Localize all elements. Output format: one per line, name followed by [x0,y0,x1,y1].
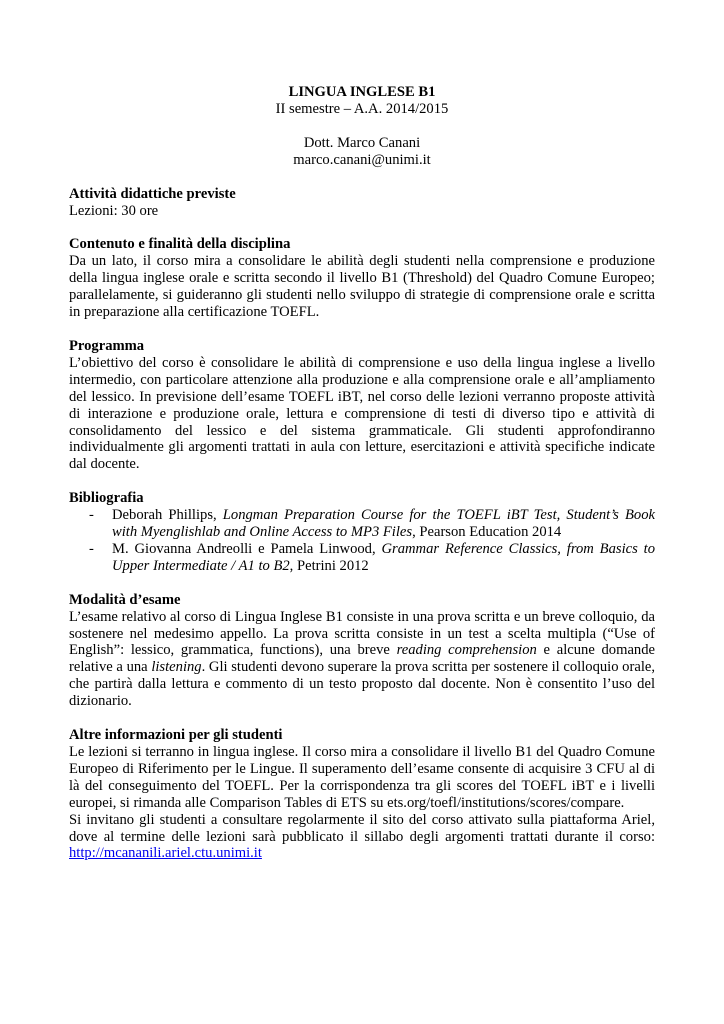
modalita-text-part: . Gli studenti devono superare la prova scritta per sostenere il colloquio orale, che partirà dalla lettura e commento di un testo proposto dal docente. Non è consentito l’uso del dizionario. [69,659,655,710]
attivita-heading: Attività didattiche previste [69,185,236,202]
bibliography-item [69,507,655,541]
modalita-text-part: L’esame relativo al corso di Lingua Inglese B1 consiste in una prova scritta e un breve colloquio, da sostenere nel medesimo appello. La prova scritta consiste in un test a scelta multipla (“Use of English”: lessico, grammatica, functions), una breve [69,608,655,659]
modalita-text [69,609,655,710]
altre-text-1: Le lezioni si terranno in lingua inglese. Il corso mira a consolidare il livello B1 del Quadro Comune Europeo di Riferimento per le Lingue. Il superamento dell’esame consente di acquisire 3 CFU al di là del conseguimento del TOEFL. Per la corrispondenza tra gli scores del TOEFL iBT e i livelli europei, si rimanda alle Comparison Tables di ETS su ets.org/toefl/institutions/scores/compare. [69,744,655,811]
modalita-text-part: e alcune domande relative a una [69,642,656,676]
bibliography-list [69,507,655,575]
contenuto-text: Da un lato, il corso mira a consolidare le abilità degli studenti nella comprensione e produzione della lingua inglese orale e scritta secondo il livello B1 (Threshold) del Quadro Comune Europeo; parallelamente, si guideranno gli studenti nello sviluppo di strategie di comprensione orale e scritta in preparazione alla certificazione TOEFL. [69,253,655,321]
list-dash: - [89,507,94,524]
attivita-text: Lezioni: 30 ore [69,202,159,219]
bibliography-item [69,541,655,575]
bib-publisher: , Petrini 2012 [289,557,369,574]
programma-heading: Programma [69,337,145,354]
modalita-emphasis: listening [151,659,202,676]
bib-title: Longman Preparation Course for the TOEFL iBT Test, Student’s Book with Myenglishlab and Online Access to MP3 Files [112,507,655,541]
teacher-name: Dott. Marco Canani [303,134,421,151]
bib-author: Deborah Phillips, [112,507,223,524]
bib-publisher: , Pearson Education 2014 [412,524,562,541]
altre-text-part: Si invitano gli studenti a consultare regolarmente il sito del corso attivato sulla piattaforma Ariel, dove al termine delle lezioni sarà pubblicato il sillabo degli argomenti trattati durante il corso: [69,811,655,845]
altre-text-2 [69,812,655,863]
contenuto-heading: Contenuto e finalità della disciplina [69,236,291,253]
programma-text: L’obiettivo del corso è consolidare le abilità di comprensione e uso della lingua inglese a livello intermedio, con particolare attenzione alla produzione e alla comprensione orale e all’ampliamento del lessico. In previsione dell’esame TOEFL iBT, nel corso delle lezioni verranno proposte attività di interazione e produzione orale, lettura e comprensione di testi di diverso tipo e attività di consolidamento del lessico e del sistema grammaticale. Gli studenti approfondiranno individualmente gli argomenti trattati in aula con letture, esercitazioni e attività specifiche indicate dal docente. [69,354,655,473]
modalita-heading: Modalità d’esame [69,591,181,608]
teacher-email: marco.canani@unimi.it [293,151,431,168]
bib-author: M. Giovanna Andreolli e Pamela Linwood, [112,540,382,557]
list-dash: - [89,540,94,557]
bib-title: Grammar Reference Classics, from Basics to Upper Intermediate / A1 to B2 [112,540,656,574]
bibliografia-heading: Bibliografia [69,490,144,507]
semester: II semestre – A.A. 2014/2015 [275,100,449,117]
course-title: LINGUA INGLESE B1 [288,84,436,100]
altre-heading: Altre informazioni per gli studenti [69,727,283,744]
modalita-emphasis: reading comprehension [396,642,537,659]
document-page [69,84,655,862]
course-site-link[interactable]: http://mcananili.ariel.ctu.unimi.it [69,845,262,862]
